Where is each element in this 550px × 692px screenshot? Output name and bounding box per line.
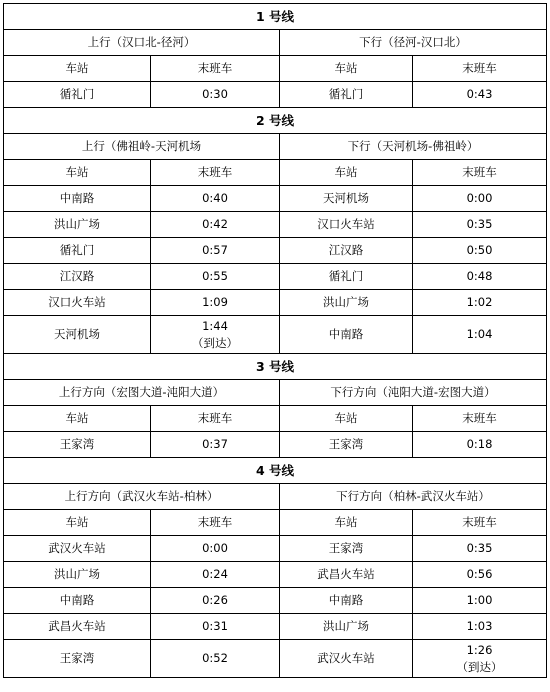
last-train-time-cell: 0:48	[413, 264, 547, 290]
table-row	[4, 614, 547, 640]
station-cell: 洪山广场	[4, 562, 151, 588]
station-cell: 循礼门	[280, 82, 413, 108]
station-cell: 天河机场	[4, 316, 151, 354]
column-header-row	[4, 160, 547, 186]
down-direction-label: 下行（径河-汉口北）	[280, 30, 547, 56]
direction-row	[4, 30, 547, 56]
last-train-column-header: 末班车	[151, 56, 280, 82]
last-train-time-cell: 0:30	[151, 82, 280, 108]
station-cell: 武汉火车站	[4, 536, 151, 562]
station-column-header: 车站	[280, 406, 413, 432]
line-title: 4 号线	[4, 458, 547, 484]
table-row	[4, 562, 547, 588]
last-train-column-header: 末班车	[151, 510, 280, 536]
station-cell: 武汉火车站	[280, 640, 413, 678]
last-train-time-cell: 0:52	[151, 640, 280, 678]
station-cell: 王家湾	[4, 432, 151, 458]
station-column-header: 车站	[4, 406, 151, 432]
column-header-row	[4, 510, 547, 536]
last-train-column-header: 末班车	[413, 406, 547, 432]
station-cell: 汉口火车站	[280, 212, 413, 238]
last-train-time-cell: 0:40	[151, 186, 280, 212]
last-train-time-cell: 0:42	[151, 212, 280, 238]
station-cell: 江汉路	[280, 238, 413, 264]
down-direction-label: 下行方向（柏林-武汉火车站）	[280, 484, 547, 510]
time-value: 1:44	[202, 318, 228, 333]
last-train-time-cell	[413, 640, 547, 678]
line-title: 3 号线	[4, 354, 547, 380]
down-direction-label: 下行方向（沌阳大道-宏图大道）	[280, 380, 547, 406]
station-cell: 洪山广场	[4, 212, 151, 238]
last-train-column-header: 末班车	[151, 160, 280, 186]
station-cell: 天河机场	[280, 186, 413, 212]
station-cell: 江汉路	[4, 264, 151, 290]
line-title: 1 号线	[4, 4, 547, 30]
last-train-time-cell: 1:03	[413, 614, 547, 640]
up-direction-label: 上行方向（宏图大道-沌阳大道）	[4, 380, 280, 406]
station-cell: 洪山广场	[280, 290, 413, 316]
line-title: 2 号线	[4, 108, 547, 134]
line-title-row	[4, 458, 547, 484]
table-row	[4, 264, 547, 290]
arrival-note: （到达）	[192, 335, 238, 350]
last-train-time-cell: 0:43	[413, 82, 547, 108]
schedule-body	[4, 4, 547, 678]
station-cell: 武昌火车站	[280, 562, 413, 588]
last-train-time-cell: 0:31	[151, 614, 280, 640]
station-cell: 武昌火车站	[4, 614, 151, 640]
station-cell: 中南路	[4, 186, 151, 212]
last-train-column-header: 末班车	[413, 510, 547, 536]
station-column-header: 车站	[280, 510, 413, 536]
last-train-time-cell: 0:00	[413, 186, 547, 212]
table-row	[4, 186, 547, 212]
last-train-time-cell: 0:35	[413, 212, 547, 238]
table-row	[4, 238, 547, 264]
last-train-time-cell: 1:02	[413, 290, 547, 316]
direction-row	[4, 134, 547, 160]
direction-row	[4, 380, 547, 406]
last-train-time-cell: 0:18	[413, 432, 547, 458]
station-column-header: 车站	[4, 160, 151, 186]
last-train-time-cell: 0:24	[151, 562, 280, 588]
up-direction-label: 上行（汉口北-径河）	[4, 30, 280, 56]
last-train-time-cell: 0:35	[413, 536, 547, 562]
last-train-time-cell: 0:56	[413, 562, 547, 588]
table-row	[4, 316, 547, 354]
station-cell: 中南路	[280, 588, 413, 614]
station-column-header: 车站	[4, 56, 151, 82]
last-train-time-cell: 1:04	[413, 316, 547, 354]
station-cell: 洪山广场	[280, 614, 413, 640]
down-direction-label: 下行（天河机场-佛祖岭）	[280, 134, 547, 160]
last-train-time-cell: 0:57	[151, 238, 280, 264]
station-cell: 中南路	[4, 588, 151, 614]
station-cell: 王家湾	[280, 536, 413, 562]
last-train-time-cell	[151, 316, 280, 354]
last-train-column-header: 末班车	[151, 406, 280, 432]
up-direction-label: 上行方向（武汉火车站-柏林）	[4, 484, 280, 510]
station-cell: 循礼门	[280, 264, 413, 290]
table-row	[4, 290, 547, 316]
station-cell: 中南路	[280, 316, 413, 354]
last-train-time-cell: 0:26	[151, 588, 280, 614]
last-train-time-cell: 0:37	[151, 432, 280, 458]
time-value: 1:26	[466, 642, 493, 657]
table-row	[4, 588, 547, 614]
station-cell: 循礼门	[4, 82, 151, 108]
arrival-note: （到达）	[456, 659, 503, 674]
table-row	[4, 212, 547, 238]
station-column-header: 车站	[280, 56, 413, 82]
station-cell: 王家湾	[280, 432, 413, 458]
last-train-time-cell: 1:00	[413, 588, 547, 614]
station-column-header: 车站	[280, 160, 413, 186]
table-row	[4, 536, 547, 562]
line-title-row	[4, 4, 547, 30]
table-row	[4, 432, 547, 458]
line-title-row	[4, 108, 547, 134]
station-cell: 循礼门	[4, 238, 151, 264]
line-title-row	[4, 354, 547, 380]
station-cell: 汉口火车站	[4, 290, 151, 316]
table-row	[4, 82, 547, 108]
table-row	[4, 640, 547, 678]
last-train-time-cell: 0:00	[151, 536, 280, 562]
last-train-time-cell: 0:50	[413, 238, 547, 264]
last-train-schedule-table	[3, 3, 547, 678]
column-header-row	[4, 56, 547, 82]
last-train-column-header: 末班车	[413, 160, 547, 186]
last-train-column-header: 末班车	[413, 56, 547, 82]
column-header-row	[4, 406, 547, 432]
last-train-time-cell: 0:55	[151, 264, 280, 290]
station-column-header: 车站	[4, 510, 151, 536]
last-train-time-cell: 1:09	[151, 290, 280, 316]
up-direction-label: 上行（佛祖岭-天河机场	[4, 134, 280, 160]
station-cell: 王家湾	[4, 640, 151, 678]
direction-row	[4, 484, 547, 510]
